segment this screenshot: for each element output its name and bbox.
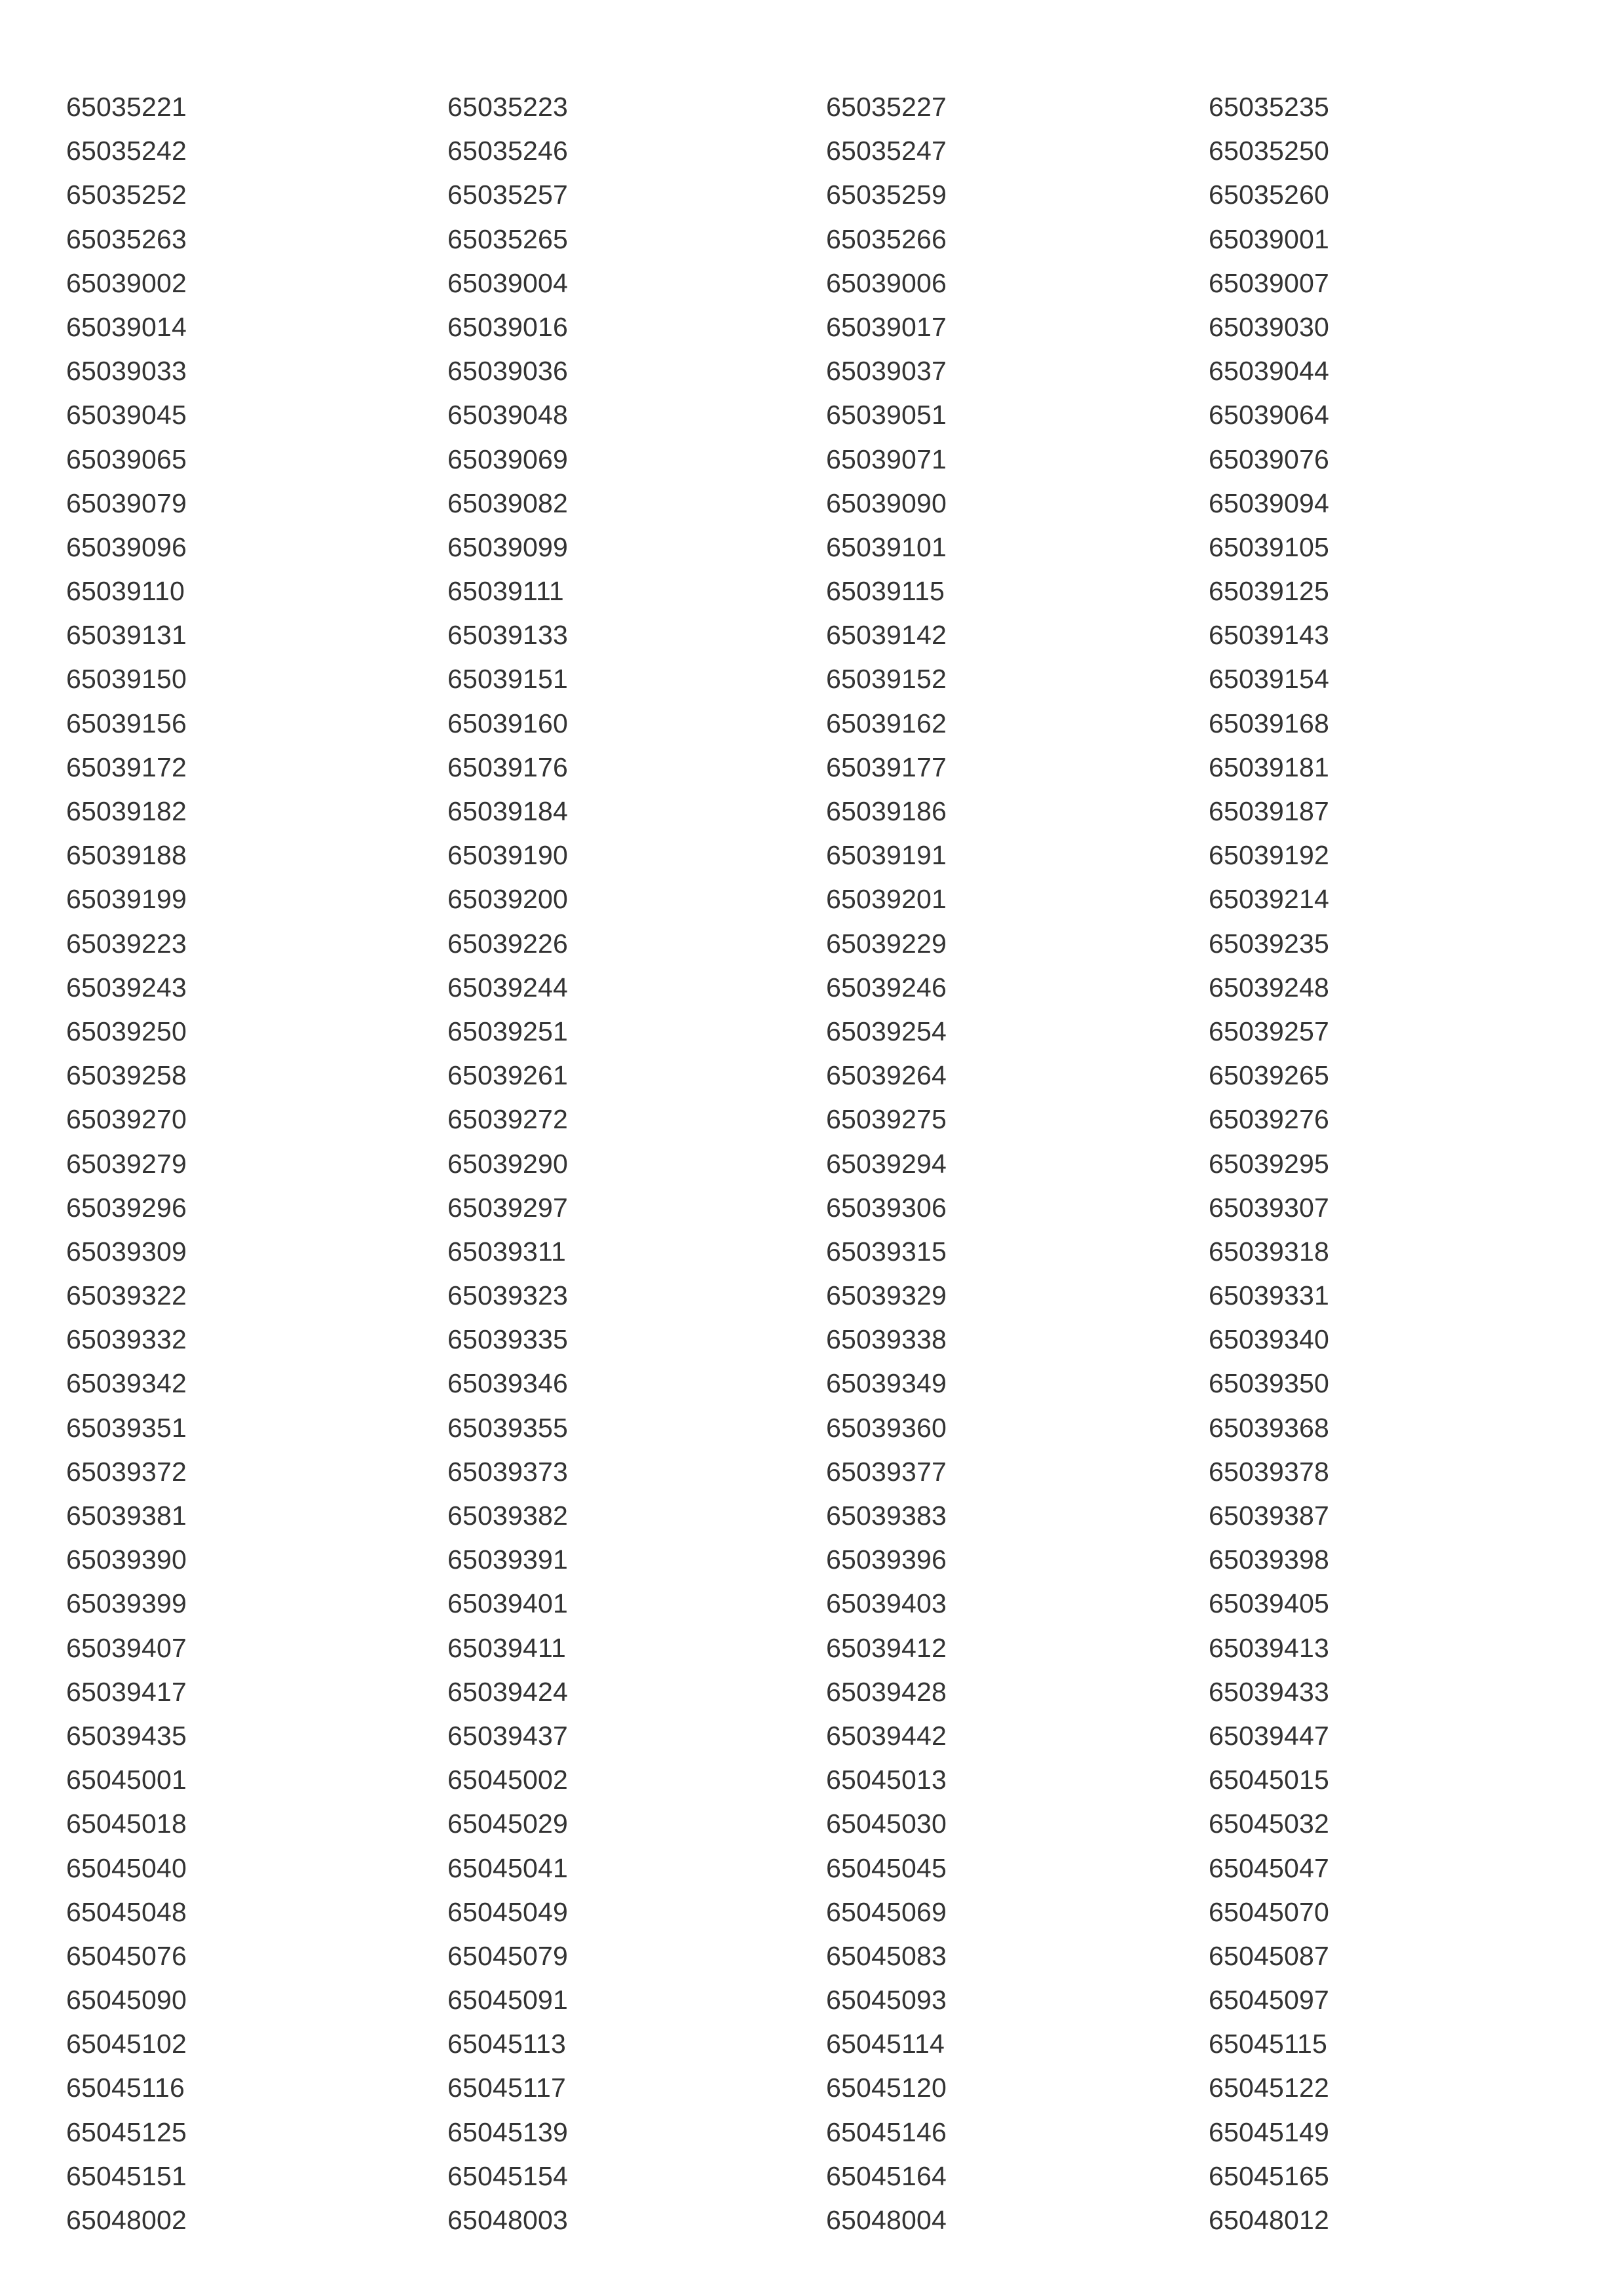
number-cell: 65039192 bbox=[1209, 840, 1330, 871]
number-cell: 65039315 bbox=[826, 1236, 947, 1267]
number-cell: 65045029 bbox=[447, 1808, 569, 1839]
number-cell: 65039276 bbox=[1209, 1104, 1330, 1135]
number-cell: 65039111 bbox=[447, 576, 564, 607]
number-cell: 65045076 bbox=[66, 1940, 187, 1971]
number-cell: 65039162 bbox=[826, 708, 947, 738]
number-cell: 65039099 bbox=[447, 531, 569, 562]
number-cell: 65039090 bbox=[826, 488, 947, 518]
number-cell: 65039351 bbox=[66, 1412, 187, 1443]
number-cell: 65039290 bbox=[447, 1148, 569, 1179]
number-cell: 65039435 bbox=[66, 1720, 187, 1751]
number-cell: 65039105 bbox=[1209, 531, 1330, 562]
number-cell: 65045149 bbox=[1209, 2116, 1330, 2147]
number-cell: 65039076 bbox=[1209, 444, 1330, 474]
number-cell: 65039295 bbox=[1209, 1148, 1330, 1179]
number-cell: 65039322 bbox=[66, 1280, 187, 1311]
number-cell: 65045040 bbox=[66, 1852, 187, 1883]
number-cell: 65045015 bbox=[1209, 1765, 1330, 1795]
number-cell: 65039311 bbox=[447, 1236, 566, 1267]
number-cell: 65039387 bbox=[1209, 1501, 1330, 1531]
number-cell: 65045164 bbox=[826, 2160, 947, 2191]
number-cell: 65035265 bbox=[447, 223, 569, 254]
number-cell: 65039433 bbox=[1209, 1676, 1330, 1707]
number-cell: 65039186 bbox=[826, 796, 947, 826]
number-cell: 65045115 bbox=[1209, 2029, 1327, 2059]
number-cell: 65035223 bbox=[447, 92, 569, 122]
number-cell: 65039258 bbox=[66, 1060, 187, 1091]
number-cell: 65048002 bbox=[66, 2205, 187, 2235]
number-cell: 65039033 bbox=[66, 356, 187, 387]
number-cell: 65045001 bbox=[66, 1765, 187, 1795]
number-cell: 65039142 bbox=[826, 620, 947, 651]
number-cell: 65039188 bbox=[66, 840, 187, 871]
number-cell: 65039407 bbox=[66, 1632, 187, 1663]
number-cell: 65039069 bbox=[447, 444, 569, 474]
number-cell: 65045114 bbox=[826, 2029, 945, 2059]
number-cell: 65039154 bbox=[1209, 664, 1330, 695]
number-cell: 65035246 bbox=[447, 136, 569, 166]
number-cell: 65039272 bbox=[447, 1104, 569, 1135]
number-cell: 65035266 bbox=[826, 223, 947, 254]
number-cell: 65039133 bbox=[447, 620, 569, 651]
number-cell: 65039428 bbox=[826, 1676, 947, 1707]
number-cell: 65039383 bbox=[826, 1501, 947, 1531]
number-cell: 65039214 bbox=[1209, 884, 1330, 915]
number-cell: 65039265 bbox=[1209, 1060, 1330, 1091]
number-cell: 65039413 bbox=[1209, 1632, 1330, 1663]
number-cell: 65039309 bbox=[66, 1236, 187, 1267]
number-cell: 65039184 bbox=[447, 796, 569, 826]
number-cell: 65039373 bbox=[447, 1456, 569, 1487]
number-cell: 65045070 bbox=[1209, 1896, 1330, 1927]
number-cell: 65039168 bbox=[1209, 708, 1330, 738]
number-cell: 65035235 bbox=[1209, 92, 1330, 122]
number-cell: 65039151 bbox=[447, 664, 569, 695]
number-cell: 65039323 bbox=[447, 1280, 569, 1311]
number-cell: 65045151 bbox=[66, 2160, 187, 2191]
number-cell: 65048003 bbox=[447, 2205, 569, 2235]
number-cell: 65045032 bbox=[1209, 1808, 1330, 1839]
number-cell: 65039342 bbox=[66, 1368, 187, 1399]
number-cell: 65039094 bbox=[1209, 488, 1330, 518]
number-cell: 65039243 bbox=[66, 972, 187, 1003]
number-cell: 65039332 bbox=[66, 1324, 187, 1355]
number-cell: 65039378 bbox=[1209, 1456, 1330, 1487]
number-cell: 65039279 bbox=[66, 1148, 187, 1179]
number-cell: 65045093 bbox=[826, 1985, 947, 2016]
number-cell: 65039306 bbox=[826, 1192, 947, 1223]
number-cell: 65035242 bbox=[66, 136, 187, 166]
number-cell: 65039235 bbox=[1209, 928, 1330, 959]
number-cell: 65039187 bbox=[1209, 796, 1330, 826]
number-cell: 65039223 bbox=[66, 928, 187, 959]
number-cell: 65039398 bbox=[1209, 1544, 1330, 1575]
number-cell: 65039007 bbox=[1209, 267, 1330, 298]
number-cell: 65039044 bbox=[1209, 356, 1330, 387]
number-cell: 65039182 bbox=[66, 796, 187, 826]
number-cell: 65045018 bbox=[66, 1808, 187, 1839]
number-cell: 65045079 bbox=[447, 1940, 569, 1971]
number-cell: 65039390 bbox=[66, 1544, 187, 1575]
number-cell: 65039372 bbox=[66, 1456, 187, 1487]
number-cell: 65048004 bbox=[826, 2205, 947, 2235]
number-cell: 65039248 bbox=[1209, 972, 1330, 1003]
number-cell: 65039030 bbox=[1209, 311, 1330, 342]
number-cell: 65035259 bbox=[826, 180, 947, 210]
number-cell: 65039275 bbox=[826, 1104, 947, 1135]
number-cell: 65035227 bbox=[826, 92, 947, 122]
number-cell: 65039002 bbox=[66, 267, 187, 298]
number-cell: 65039125 bbox=[1209, 576, 1330, 607]
number-cell: 65039399 bbox=[66, 1588, 187, 1619]
number-cell: 65035252 bbox=[66, 180, 187, 210]
number-cell: 65045090 bbox=[66, 1985, 187, 2016]
number-cell: 65039200 bbox=[447, 884, 569, 915]
number-cell: 65039051 bbox=[826, 400, 947, 430]
number-cell: 65039190 bbox=[447, 840, 569, 871]
number-cell: 65045013 bbox=[826, 1765, 947, 1795]
number-cell: 65039143 bbox=[1209, 620, 1330, 651]
number-cell: 65039442 bbox=[826, 1720, 947, 1751]
number-cell: 65039226 bbox=[447, 928, 569, 959]
number-cell: 65039411 bbox=[447, 1632, 566, 1663]
number-cell: 65039382 bbox=[447, 1501, 569, 1531]
number-cell: 65045030 bbox=[826, 1808, 947, 1839]
number-cell: 65039006 bbox=[826, 267, 947, 298]
number-cell: 65039096 bbox=[66, 531, 187, 562]
number-cell: 65039101 bbox=[826, 531, 947, 562]
number-cell: 65039071 bbox=[826, 444, 947, 474]
number-cell: 65039064 bbox=[1209, 400, 1330, 430]
number-cell: 65039307 bbox=[1209, 1192, 1330, 1223]
number-cell: 65039338 bbox=[826, 1324, 947, 1355]
number-cell: 65045154 bbox=[447, 2160, 569, 2191]
number-cell: 65039270 bbox=[66, 1104, 187, 1135]
number-cell: 65039401 bbox=[447, 1588, 569, 1619]
number-cell: 65039329 bbox=[826, 1280, 947, 1311]
number-cell: 65039048 bbox=[447, 400, 569, 430]
number-cell: 65039331 bbox=[1209, 1280, 1330, 1311]
number-cell: 65039016 bbox=[447, 311, 569, 342]
number-cell: 65045002 bbox=[447, 1765, 569, 1795]
number-cell: 65039318 bbox=[1209, 1236, 1330, 1267]
number-cell: 65035247 bbox=[826, 136, 947, 166]
number-cell: 65039082 bbox=[447, 488, 569, 518]
number-cell: 65039296 bbox=[66, 1192, 187, 1223]
number-cell: 65039424 bbox=[447, 1676, 569, 1707]
number-cell: 65045097 bbox=[1209, 1985, 1330, 2016]
number-cell: 65039177 bbox=[826, 752, 947, 782]
number-cell: 65039412 bbox=[826, 1632, 947, 1663]
number-cell: 65039391 bbox=[447, 1544, 569, 1575]
number-cell: 65045047 bbox=[1209, 1852, 1330, 1883]
number-cell: 65039297 bbox=[447, 1192, 569, 1223]
number-cell: 65039246 bbox=[826, 972, 947, 1003]
number-cell: 65039065 bbox=[66, 444, 187, 474]
number-cell: 65035260 bbox=[1209, 180, 1330, 210]
number-cell: 65045125 bbox=[66, 2116, 187, 2147]
number-cell: 65045041 bbox=[447, 1852, 569, 1883]
number-cell: 65039437 bbox=[447, 1720, 569, 1751]
number-cell: 65045083 bbox=[826, 1940, 947, 1971]
number-cell: 65039152 bbox=[826, 664, 947, 695]
number-cell: 65039045 bbox=[66, 400, 187, 430]
number-cell: 65039254 bbox=[826, 1016, 947, 1046]
number-cell: 65039381 bbox=[66, 1501, 187, 1531]
number-cell: 65045102 bbox=[66, 2029, 187, 2059]
number-cell: 65045113 bbox=[447, 2029, 566, 2059]
number-cell: 65045165 bbox=[1209, 2160, 1330, 2191]
number-cell: 65039264 bbox=[826, 1060, 947, 1091]
number-cell: 65045120 bbox=[826, 2073, 947, 2103]
number-cell: 65045069 bbox=[826, 1896, 947, 1927]
number-cell: 65039349 bbox=[826, 1368, 947, 1399]
number-cell: 65039360 bbox=[826, 1412, 947, 1443]
number-cell: 65048012 bbox=[1209, 2205, 1330, 2235]
number-cell: 65039172 bbox=[66, 752, 187, 782]
number-cell: 65045146 bbox=[826, 2116, 947, 2147]
number-cell: 65045091 bbox=[447, 1985, 569, 2016]
number-cell: 65045048 bbox=[66, 1896, 187, 1927]
number-cell: 65039201 bbox=[826, 884, 947, 915]
number-cell: 65039191 bbox=[826, 840, 947, 871]
number-cell: 65039131 bbox=[66, 620, 187, 651]
number-cell: 65039396 bbox=[826, 1544, 947, 1575]
number-cell: 65039229 bbox=[826, 928, 947, 959]
number-cell: 65035250 bbox=[1209, 136, 1330, 166]
number-cell: 65039244 bbox=[447, 972, 569, 1003]
number-cell: 65039346 bbox=[447, 1368, 569, 1399]
number-cell: 65039181 bbox=[1209, 752, 1330, 782]
number-cell: 65039250 bbox=[66, 1016, 187, 1046]
number-cell: 65039377 bbox=[826, 1456, 947, 1487]
number-cell: 65039036 bbox=[447, 356, 569, 387]
number-cell: 65045116 bbox=[66, 2073, 185, 2103]
number-cell: 65039004 bbox=[447, 267, 569, 298]
number-cell: 65035263 bbox=[66, 223, 187, 254]
number-cell: 65039340 bbox=[1209, 1324, 1330, 1355]
number-cell: 65039355 bbox=[447, 1412, 569, 1443]
number-cell: 65039417 bbox=[66, 1676, 187, 1707]
number-cell: 65045045 bbox=[826, 1852, 947, 1883]
number-cell: 65039014 bbox=[66, 311, 187, 342]
number-cell: 65045087 bbox=[1209, 1940, 1330, 1971]
number-cell: 65045049 bbox=[447, 1896, 569, 1927]
number-cell: 65039350 bbox=[1209, 1368, 1330, 1399]
number-cell: 65039251 bbox=[447, 1016, 569, 1046]
number-cell: 65039079 bbox=[66, 488, 187, 518]
number-cell: 65039115 bbox=[826, 576, 945, 607]
number-cell: 65045117 bbox=[447, 2073, 566, 2103]
number-cell: 65039294 bbox=[826, 1148, 947, 1179]
number-cell: 65039017 bbox=[826, 311, 947, 342]
number-cell: 65039110 bbox=[66, 576, 185, 607]
number-cell: 65035221 bbox=[66, 92, 187, 122]
number-cell: 65039447 bbox=[1209, 1720, 1330, 1751]
number-cell: 65039257 bbox=[1209, 1016, 1330, 1046]
number-cell: 65039368 bbox=[1209, 1412, 1330, 1443]
number-cell: 65039160 bbox=[447, 708, 569, 738]
number-cell: 65039199 bbox=[66, 884, 187, 915]
number-cell: 65039001 bbox=[1209, 223, 1330, 254]
number-cell: 65039150 bbox=[66, 664, 187, 695]
number-cell: 65035257 bbox=[447, 180, 569, 210]
number-grid bbox=[66, 85, 1471, 2242]
number-cell: 65039403 bbox=[826, 1588, 947, 1619]
number-cell: 65045122 bbox=[1209, 2073, 1330, 2103]
number-cell: 65045139 bbox=[447, 2116, 569, 2147]
number-cell: 65039335 bbox=[447, 1324, 569, 1355]
number-cell: 65039405 bbox=[1209, 1588, 1330, 1619]
number-cell: 65039156 bbox=[66, 708, 187, 738]
number-cell: 65039176 bbox=[447, 752, 569, 782]
number-cell: 65039261 bbox=[447, 1060, 569, 1091]
number-cell: 65039037 bbox=[826, 356, 947, 387]
